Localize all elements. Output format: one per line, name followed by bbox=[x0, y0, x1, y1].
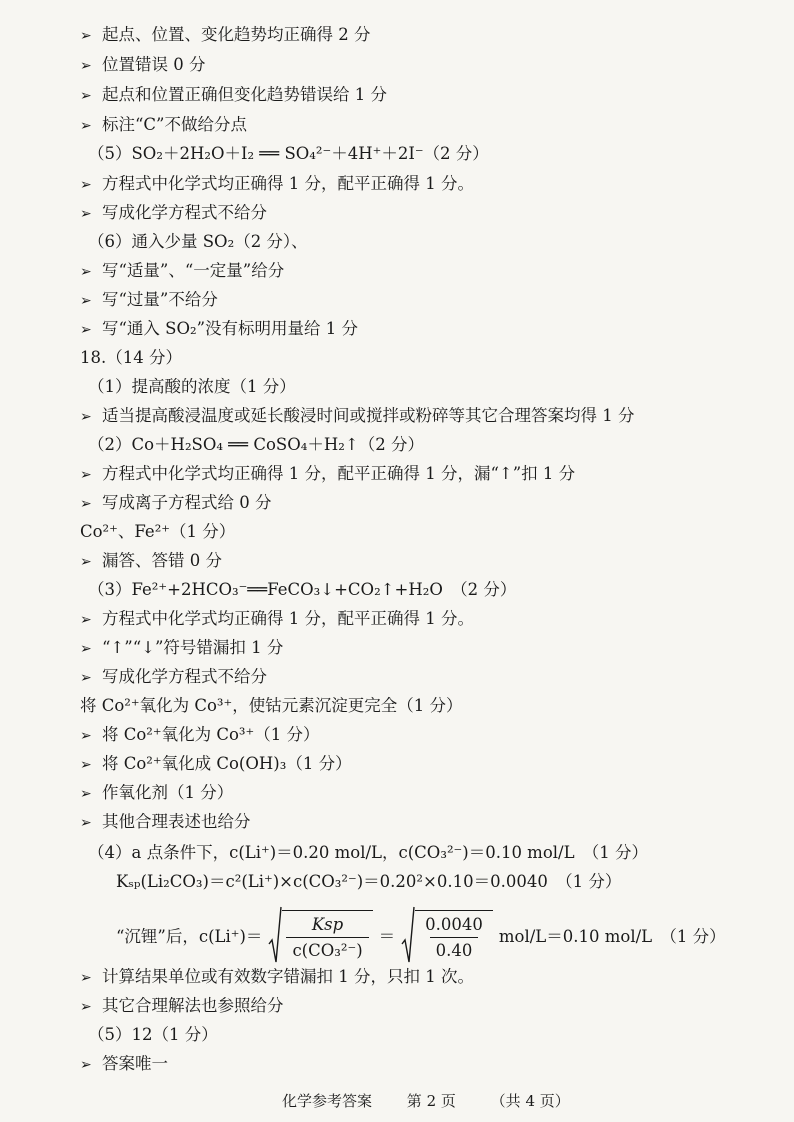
fraction-numerator: 0.0040 bbox=[425, 915, 483, 934]
arrow-bullet-icon: ➢ bbox=[80, 264, 92, 280]
arrow-bullet-icon: ➢ bbox=[80, 728, 92, 744]
arrow-bullet-icon: ➢ bbox=[80, 1057, 92, 1073]
arrow-bullet-icon: ➢ bbox=[80, 467, 92, 483]
arrow-bullet-icon: ➢ bbox=[80, 757, 92, 773]
bullet-item bbox=[80, 550, 222, 573]
bullet-item bbox=[80, 724, 320, 747]
footer-total: （共 4 页） bbox=[490, 1092, 570, 1110]
line-text: 适当提高酸浸温度或延长酸浸时间或搅拌或粉碎等其它合理答案均得 1 分 bbox=[102, 406, 635, 425]
radical-body bbox=[282, 910, 372, 960]
line-text: 标注“C”不做给分点 bbox=[102, 115, 247, 134]
bullet-item bbox=[80, 782, 233, 805]
line-text: （3）Fe²⁺+2HCO₃⁻══FeCO₃↓+CO₂↑+H₂O （2 分） bbox=[88, 580, 517, 599]
line-text: （1）提高酸的浓度（1 分） bbox=[88, 377, 296, 396]
arrow-bullet-icon: ➢ bbox=[80, 177, 92, 193]
formula-prefix: “沉锂”后，c(Li⁺)＝ bbox=[116, 927, 263, 946]
fraction-numerator: Ksp bbox=[311, 915, 344, 934]
bullet-item bbox=[80, 1053, 168, 1076]
arrow-bullet-icon: ➢ bbox=[80, 118, 92, 134]
fraction-denominator: 0.40 bbox=[430, 937, 479, 960]
line-text: 写“适量”、“一定量”给分 bbox=[102, 261, 285, 280]
answer-line bbox=[88, 434, 424, 456]
bullet-item bbox=[80, 289, 218, 312]
radical-body bbox=[415, 910, 493, 960]
line-text: 将 Co²⁺氧化为 Co³⁺，使钴元素沉淀更完全（1 分） bbox=[80, 696, 463, 715]
answer-line bbox=[80, 695, 463, 717]
answer-line bbox=[80, 347, 182, 369]
bullet-item bbox=[80, 24, 371, 47]
fraction-ksp bbox=[286, 915, 368, 960]
line-text: （6）通入少量 SO₂（2 分）、 bbox=[88, 232, 308, 251]
bullet-item bbox=[80, 405, 635, 428]
page-footer bbox=[282, 1090, 570, 1111]
arrow-bullet-icon: ➢ bbox=[80, 88, 92, 104]
arrow-bullet-icon: ➢ bbox=[80, 999, 92, 1015]
footer-page: 第 2 页 bbox=[406, 1092, 456, 1110]
arrow-bullet-icon: ➢ bbox=[80, 786, 92, 802]
line-text: 漏答、答错 0 分 bbox=[102, 551, 222, 570]
line-text: 写成化学方程式不给分 bbox=[102, 667, 267, 686]
footer-title: 化学参考答案 bbox=[282, 1092, 373, 1110]
answer-line bbox=[88, 579, 516, 601]
line-text: 位置错误 0 分 bbox=[102, 55, 206, 74]
line-text: 写成化学方程式不给分 bbox=[102, 203, 267, 222]
line-text: 方程式中化学式均正确得 1 分，配平正确得 1 分。 bbox=[102, 609, 474, 628]
fraction-values bbox=[419, 915, 489, 960]
bullet-item bbox=[80, 173, 474, 196]
line-text: 起点、位置、变化趋势均正确得 2 分 bbox=[102, 25, 371, 44]
line-text: （5）12（1 分） bbox=[88, 1025, 218, 1044]
bullet-item bbox=[80, 811, 251, 834]
line-text: 起点和位置正确但变化趋势错误给 1 分 bbox=[102, 85, 387, 104]
sqrt-ksp-over-c bbox=[268, 906, 372, 964]
arrow-bullet-icon: ➢ bbox=[80, 58, 92, 74]
sqrt-values bbox=[401, 906, 493, 964]
answer-line bbox=[88, 143, 489, 165]
arrow-bullet-icon: ➢ bbox=[80, 970, 92, 986]
line-text: 方程式中化学式均正确得 1 分，配平正确得 1 分，漏“↑”扣 1 分 bbox=[102, 464, 576, 483]
bullet-item bbox=[80, 54, 206, 77]
answer-line bbox=[116, 871, 621, 893]
formula-lithium-concentration bbox=[116, 900, 726, 970]
radical-sign-icon bbox=[401, 906, 415, 964]
answer-line bbox=[88, 376, 296, 398]
line-text: Kₛₚ(Li₂CO₃)＝c²(Li⁺)×c(CO₃²⁻)＝0.20²×0.10＝0.0040 （1 分） bbox=[116, 872, 622, 891]
formula-equals: ＝ bbox=[378, 927, 396, 946]
bullet-item bbox=[80, 260, 284, 283]
line-text: 写成离子方程式给 0 分 bbox=[102, 493, 272, 512]
line-text: 作氧化剂（1 分） bbox=[102, 783, 234, 802]
line-text: （4）a 点条件下，c(Li⁺)＝0.20 mol/L，c(CO₃²⁻)＝0.10 mol/L （1 分） bbox=[88, 843, 649, 862]
answer-line bbox=[88, 231, 308, 253]
arrow-bullet-icon: ➢ bbox=[80, 670, 92, 686]
line-text: “↑”“↓”符号错漏扣 1 分 bbox=[102, 638, 284, 657]
arrow-bullet-icon: ➢ bbox=[80, 612, 92, 628]
bullet-item bbox=[80, 753, 352, 776]
line-text: 答案唯一 bbox=[102, 1054, 168, 1073]
bullet-item bbox=[80, 666, 267, 689]
line-text: Co²⁺、Fe²⁺（1 分） bbox=[80, 522, 236, 541]
arrow-bullet-icon: ➢ bbox=[80, 293, 92, 309]
answer-line bbox=[88, 842, 648, 864]
line-text: 18.（14 分） bbox=[80, 348, 182, 367]
bullet-item bbox=[80, 114, 247, 137]
arrow-bullet-icon: ➢ bbox=[80, 641, 92, 657]
line-text: 方程式中化学式均正确得 1 分，配平正确得 1 分。 bbox=[102, 174, 474, 193]
arrow-bullet-icon: ➢ bbox=[80, 409, 92, 425]
answer-line bbox=[80, 521, 235, 543]
arrow-bullet-icon: ➢ bbox=[80, 815, 92, 831]
line-text: 计算结果单位或有效数字错漏扣 1 分，只扣 1 次。 bbox=[102, 967, 474, 986]
line-text: 将 Co²⁺氧化成 Co(OH)₃（1 分） bbox=[102, 754, 352, 773]
line-text: 将 Co²⁺氧化为 Co³⁺（1 分） bbox=[102, 725, 320, 744]
bullet-item bbox=[80, 637, 283, 660]
arrow-bullet-icon: ➢ bbox=[80, 28, 92, 44]
bullet-item bbox=[80, 995, 284, 1018]
bullet-item bbox=[80, 608, 474, 631]
bullet-item bbox=[80, 463, 575, 486]
line-text: （2）Co＋H₂SO₄ ══ CoSO₄＋H₂↑（2 分） bbox=[88, 435, 424, 454]
radical-sign-icon bbox=[268, 906, 282, 964]
bullet-item bbox=[80, 84, 387, 107]
answer-line bbox=[88, 1024, 218, 1046]
line-text: 其他合理表述也给分 bbox=[102, 812, 251, 831]
line-text: 其它合理解法也参照给分 bbox=[102, 996, 284, 1015]
bullet-item bbox=[80, 492, 272, 515]
bullet-item bbox=[80, 202, 267, 225]
arrow-bullet-icon: ➢ bbox=[80, 554, 92, 570]
arrow-bullet-icon: ➢ bbox=[80, 496, 92, 512]
arrow-bullet-icon: ➢ bbox=[80, 206, 92, 222]
line-text: （5）SO₂＋2H₂O＋I₂ ══ SO₄²⁻＋4H⁺＋2I⁻（2 分） bbox=[88, 144, 489, 163]
fraction-denominator: c(CO₃²⁻) bbox=[286, 937, 368, 960]
line-text: 写“通入 SO₂”没有标明用量给 1 分 bbox=[102, 319, 359, 338]
formula-suffix: mol/L＝0.10 mol/L （1 分） bbox=[498, 927, 726, 946]
arrow-bullet-icon: ➢ bbox=[80, 322, 92, 338]
line-text: 写“过量”不给分 bbox=[102, 290, 218, 309]
bullet-item bbox=[80, 318, 358, 341]
